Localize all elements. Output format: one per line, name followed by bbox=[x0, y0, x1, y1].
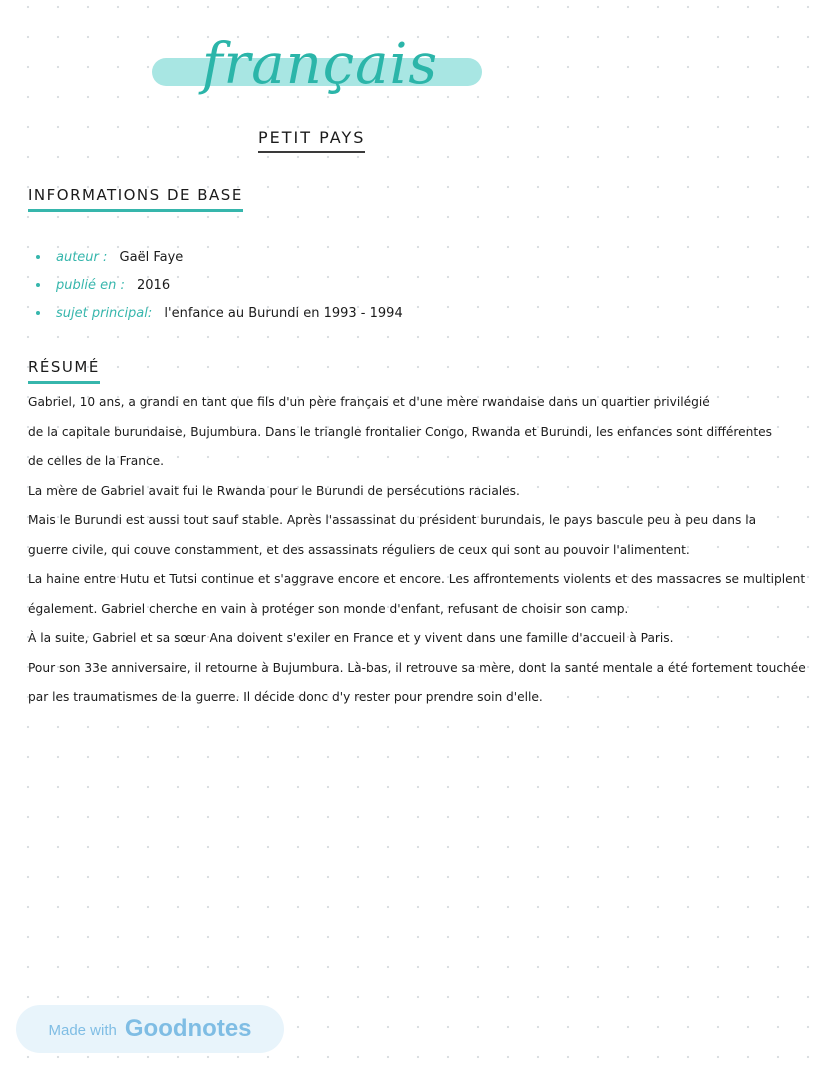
summary-body bbox=[28, 388, 808, 713]
summary-line: par les traumatismes de la guerre. Il décide donc d'y rester pour prendre soin d'elle. bbox=[28, 690, 543, 704]
info-value: Gaël Faye bbox=[119, 250, 184, 265]
goodnotes-logo: Goodnotes bbox=[124, 1015, 252, 1042]
info-list bbox=[36, 244, 403, 328]
summary-line: La mère de Gabriel avait fui le Rwanda pour le Burundi de persécutions raciales. bbox=[28, 483, 520, 498]
info-item-author bbox=[36, 244, 403, 272]
summary-line: de celles de la France. bbox=[28, 454, 165, 468]
info-key: sujet principal: bbox=[56, 306, 153, 321]
summary-line: de la capitale burundaise, Bujumbura. Dans le triangle frontalier Congo, Rwanda et Burundi, les enfances sont différentes bbox=[28, 424, 772, 439]
summary-line: À la suite, Gabriel et sa sœur Ana doivent s'exiler en France et y vivent dans une famille d'accueil à Paris. bbox=[28, 631, 674, 645]
bullet-icon bbox=[36, 255, 40, 259]
summary-heading: RÉSUMÉ bbox=[28, 358, 100, 384]
info-value: l'enfance au Burundi en 1993 - 1994 bbox=[164, 306, 403, 321]
info-value: 2016 bbox=[137, 278, 171, 293]
summary-line: Pour son 33e anniversaire, il retourne à Bujumbura. Là-bas, il retrouve sa mère, dont la santé mentale a été fortement touchée bbox=[28, 660, 806, 675]
book-title: PETIT PAYS bbox=[258, 128, 365, 153]
info-key: auteur : bbox=[56, 250, 108, 265]
info-item-published bbox=[36, 272, 403, 300]
bullet-icon bbox=[36, 283, 40, 287]
page-title: français bbox=[201, 32, 439, 97]
summary-line: Gabriel, 10 ans, a grandi en tant que fils d'un père français et d'une mère rwandaise dans un quartier privilégié bbox=[28, 395, 710, 409]
info-item-subject bbox=[36, 300, 403, 328]
badge-prefix: Made with bbox=[48, 1021, 117, 1039]
info-key: publié en : bbox=[56, 278, 125, 293]
summary-line: La haine entre Hutu et Tutsi continue et s'aggrave encore et encore. Les affrontements violents et des massacres se multiplent bbox=[28, 572, 806, 586]
info-heading: INFORMATIONS DE BASE bbox=[28, 186, 243, 212]
bullet-icon bbox=[36, 311, 40, 315]
summary-line: Mais le Burundi est aussi tout sauf stable. Après l'assassinat du président burundais, le pays bascule peu à peu dans la bbox=[28, 513, 757, 527]
summary-line: guerre civile, qui couve constamment, et des assassinats réguliers de ceux qui sont au pouvoir l'alimentent. bbox=[28, 542, 690, 557]
made-with-goodnotes-badge[interactable] bbox=[16, 1005, 284, 1053]
summary-line: également. Gabriel cherche en vain à protéger son monde d'enfant, refusant de choisir son camp. bbox=[28, 601, 629, 616]
title-block bbox=[150, 22, 490, 117]
